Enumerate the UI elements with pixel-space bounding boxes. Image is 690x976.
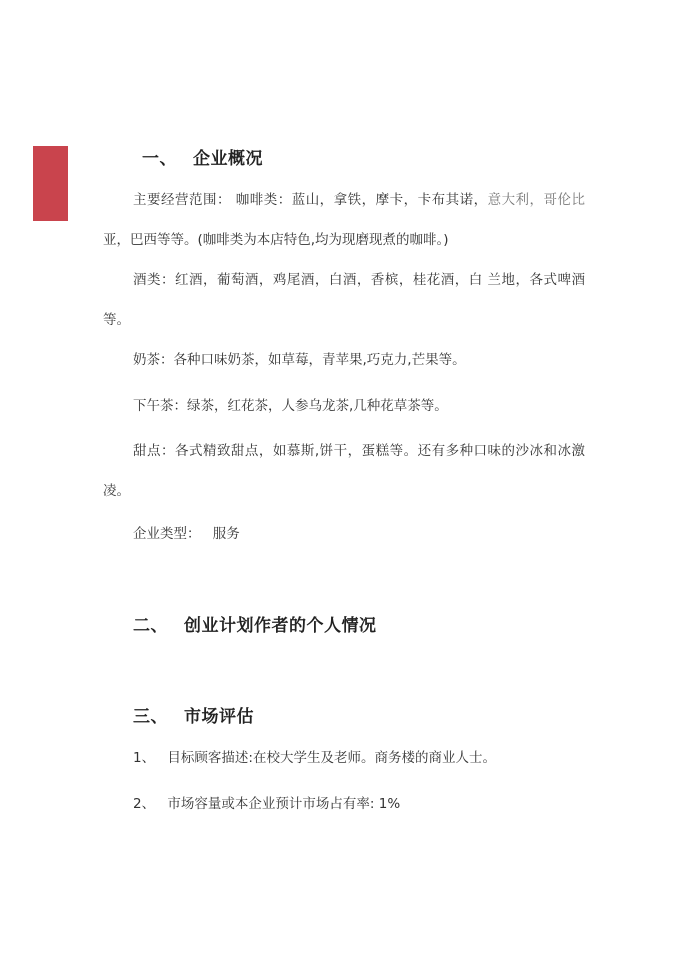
coffee-text: 咖啡类：蓝山，拿铁，摩卡，卡布其诺， — [235, 192, 488, 208]
section-heading-market — [133, 702, 254, 727]
market-item-number: 1、 — [133, 750, 156, 766]
section-number: 二、 — [133, 616, 168, 636]
coffee-text-continued: 亚，巴西等等。(咖啡类为本店特色,均为现磨现煮的咖啡。) — [103, 232, 449, 248]
market-item-text: 目标顾客描述:在校大学生及老师。商务楼的商业人士。 — [167, 750, 496, 766]
market-item — [133, 746, 496, 766]
enterprise-type-label: 企业类型： — [133, 526, 201, 542]
business-scope-paragraph — [103, 180, 585, 260]
coffee-text-grey: 意大利，哥伦比 — [487, 192, 586, 208]
section-number: 三、 — [133, 707, 168, 727]
accent-bar — [33, 146, 68, 221]
section-heading-author — [133, 611, 377, 636]
market-item-text: 市场容量或本企业预计市场占有率: 1% — [167, 796, 401, 812]
section-heading-overview — [142, 144, 263, 169]
enterprise-type-line — [133, 522, 240, 542]
section-title: 企业概况 — [193, 149, 263, 169]
wine-paragraph: 酒类：红酒，葡萄酒，鸡尾酒，白酒，香槟，桂花酒，白 兰地，各式啤酒等。 — [103, 272, 585, 328]
section-number: 一、 — [142, 149, 177, 169]
dessert-paragraph: 甜点：各式精致甜点，如慕斯,饼干，蛋糕等。还有多种口味的沙冰和冰激凌。 — [103, 443, 585, 499]
section-title: 创业计划作者的个人情况 — [184, 616, 377, 636]
afternoon-tea-paragraph: 下午茶：绿茶，红花茶，人参乌龙茶,几种花草茶等。 — [133, 398, 448, 414]
market-item — [133, 792, 400, 812]
enterprise-type-value: 服务 — [212, 526, 240, 542]
section-title: 市场评估 — [184, 707, 254, 727]
scope-label: 主要经营范围： — [133, 192, 231, 208]
market-item-number: 2、 — [133, 796, 156, 812]
milk-tea-paragraph: 奶茶：各种口味奶茶，如草莓，青苹果,巧克力,芒果等。 — [133, 352, 466, 368]
